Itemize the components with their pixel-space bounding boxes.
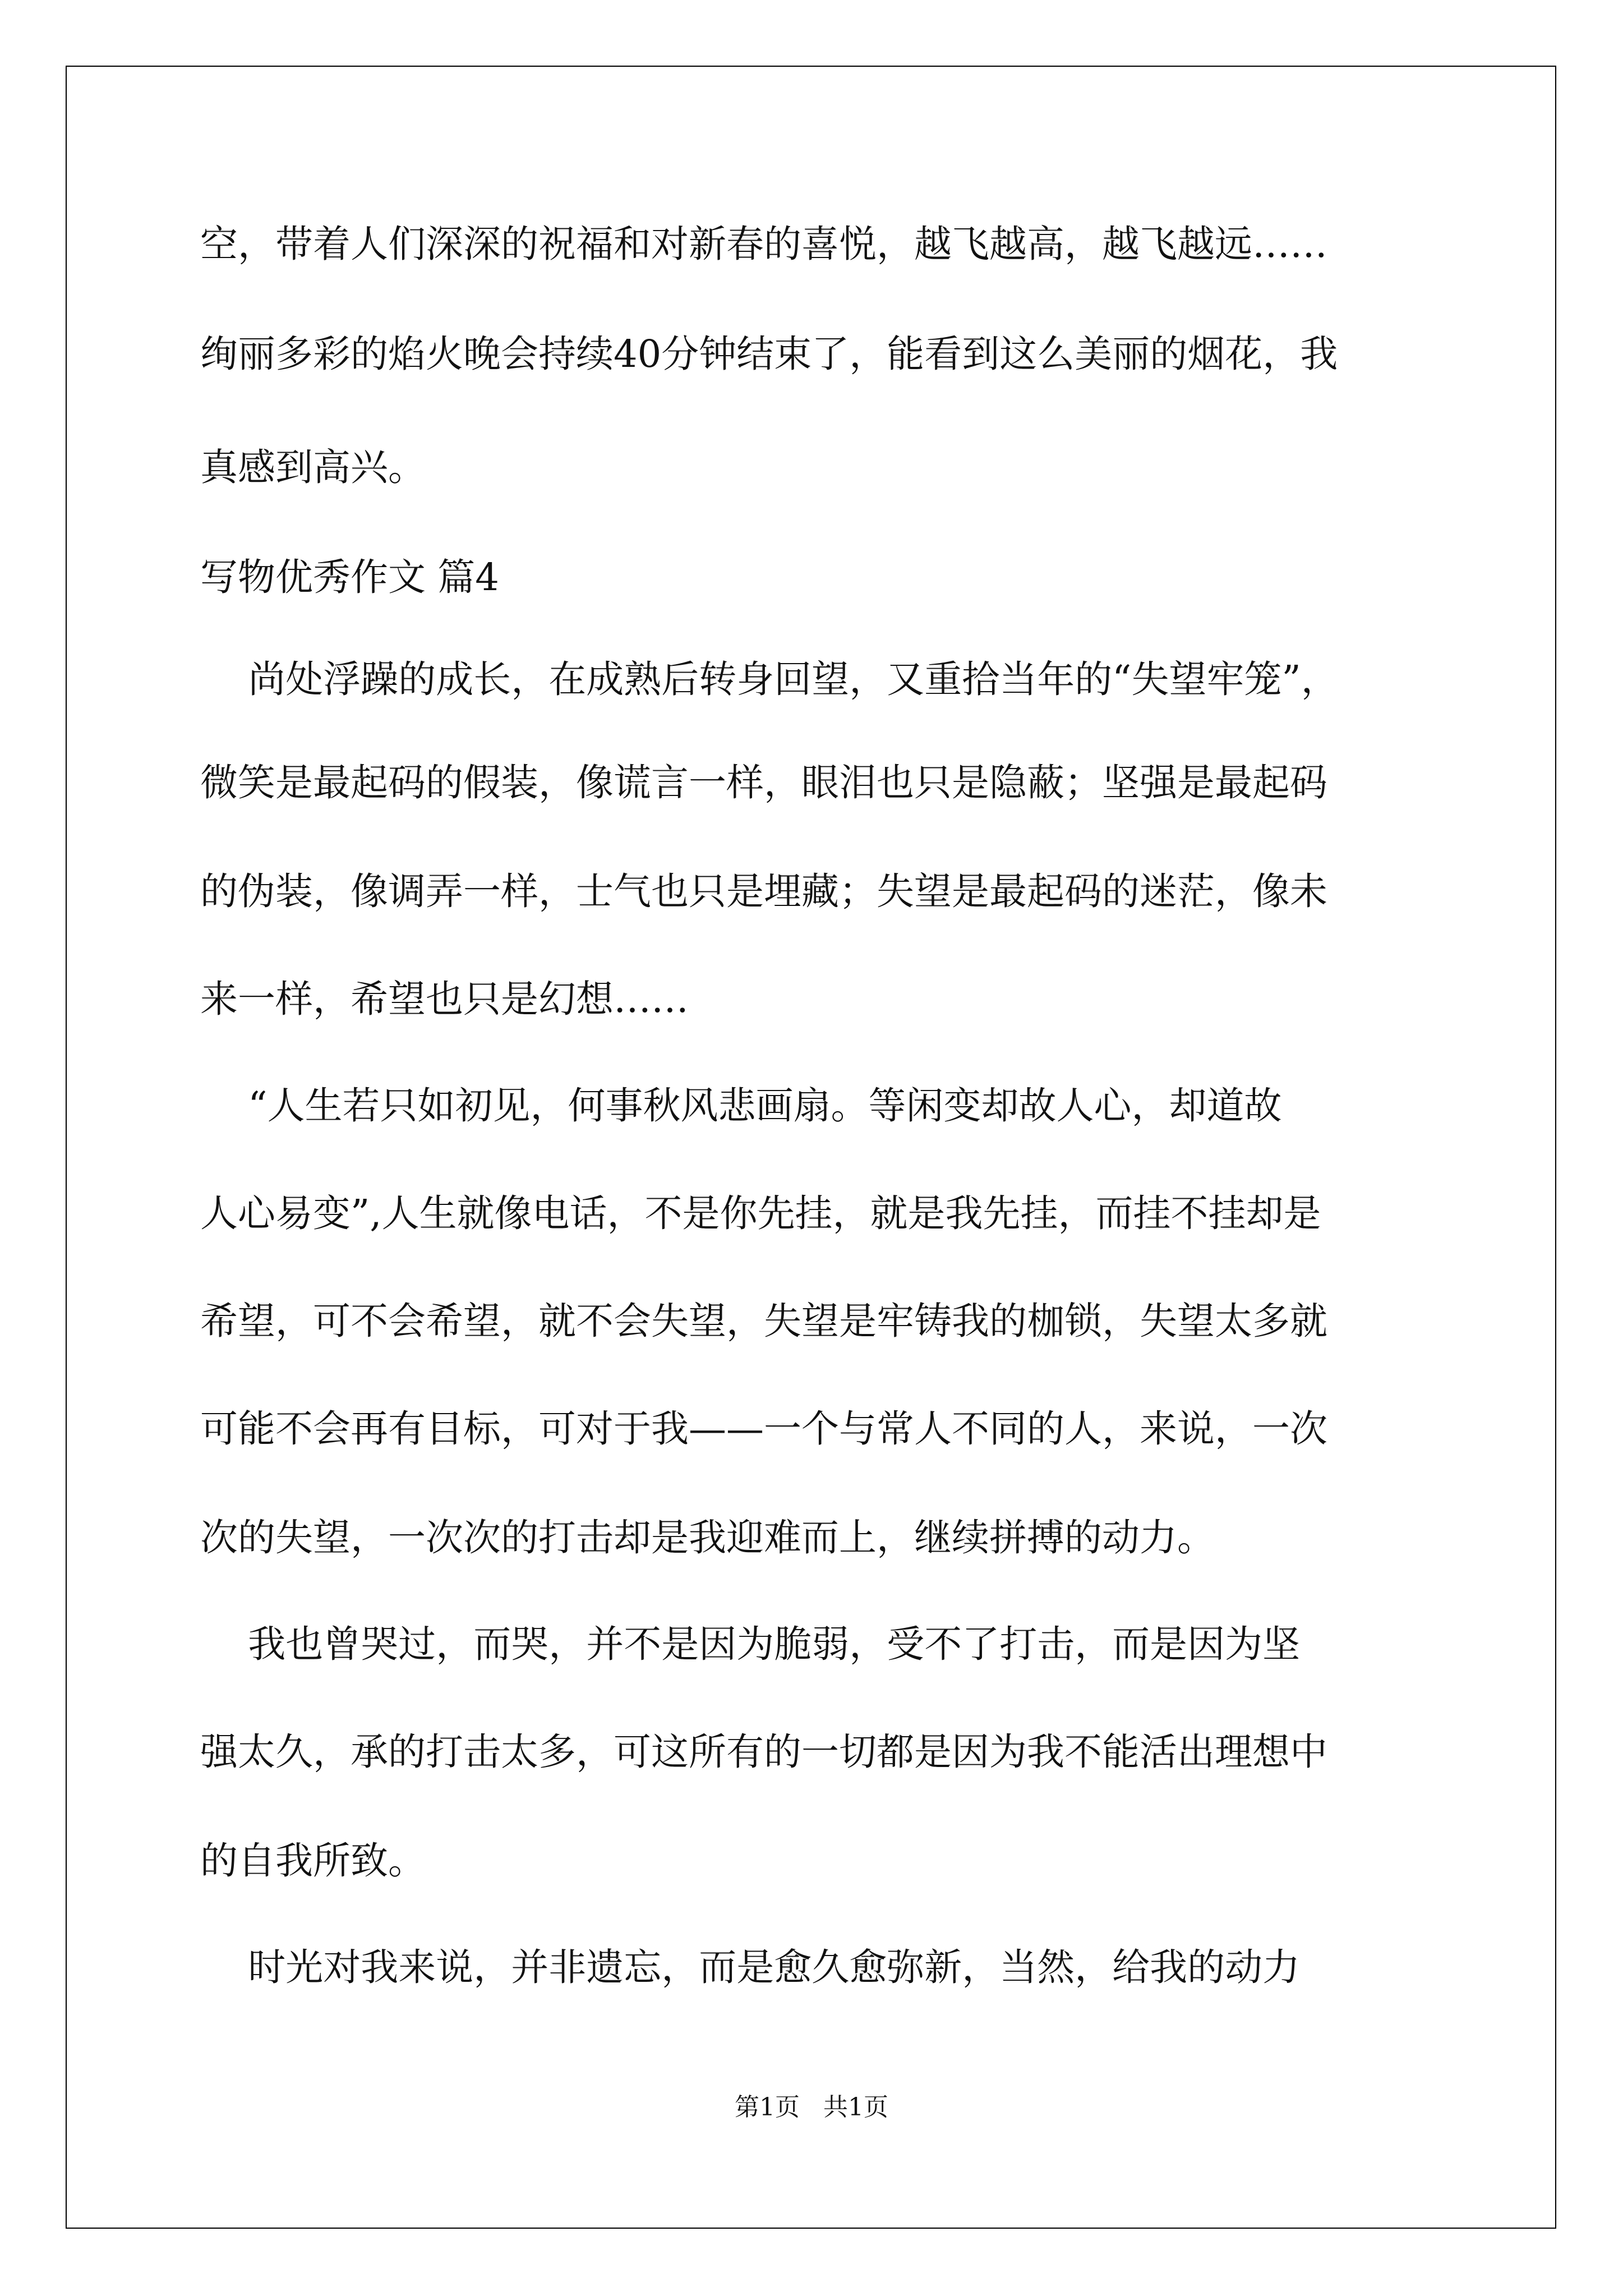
section-heading: 写物优秀作文 篇4 [200,555,499,599]
text-line: 空，带着人们深深的祝福和对新春的喜悦，越飞越高，越飞越远…… [200,222,1327,266]
text-line: 绚丽多彩的焰火晚会持续40分钟结束了，能看到这么美丽的烟花，我 [200,332,1338,376]
page-number-footer: 第1页 共1页 [735,2093,888,2122]
text-line: 来一样，希望也只是幻想…… [200,977,689,1021]
text-line: 希望，可不会希望，就不会失望，失望是牢铸我的枷锁，失望太多就 [200,1299,1327,1343]
text-line: 的伪装，像调弄一样，士气也只是埋藏；失望是最起码的迷茫，像未 [200,869,1327,913]
text-line: 真感到高兴。 [200,445,426,489]
text-line: 我也曾哭过，而哭，并不是因为脆弱，受不了打击，而是因为坚 [200,1622,1301,1666]
text-line: 的自我所致。 [200,1839,426,1883]
text-line: “人生若只如初见，何事秋风悲画扇。等闲变却故人心，却道故 [200,1084,1282,1128]
text-line: 次的失望，一次次的打击却是我迎难而上，继续拼搏的动力。 [200,1516,1215,1559]
text-line: 可能不会再有目标，可对于我——一个与常人不同的人，来说，一次 [200,1407,1327,1451]
page-border [66,66,1556,2229]
text-line: 时光对我来说，并非遗忘，而是愈久愈弥新，当然，给我的动力 [200,1945,1301,1989]
text-line: 微笑是最起码的假装，像谎言一样，眼泪也只是隐蔽；坚强是最起码 [200,761,1327,804]
text-line: 强太久，承的打击太多，可这所有的一切都是因为我不能活出理想中 [200,1730,1327,1774]
text-line: 尚处浮躁的成长，在成熟后转身回望，又重拾当年的“失望牢笼”， [200,657,1339,701]
text-line: 人心易变”,人生就像电话，不是你先挂，就是我先挂，而挂不挂却是 [200,1191,1321,1235]
